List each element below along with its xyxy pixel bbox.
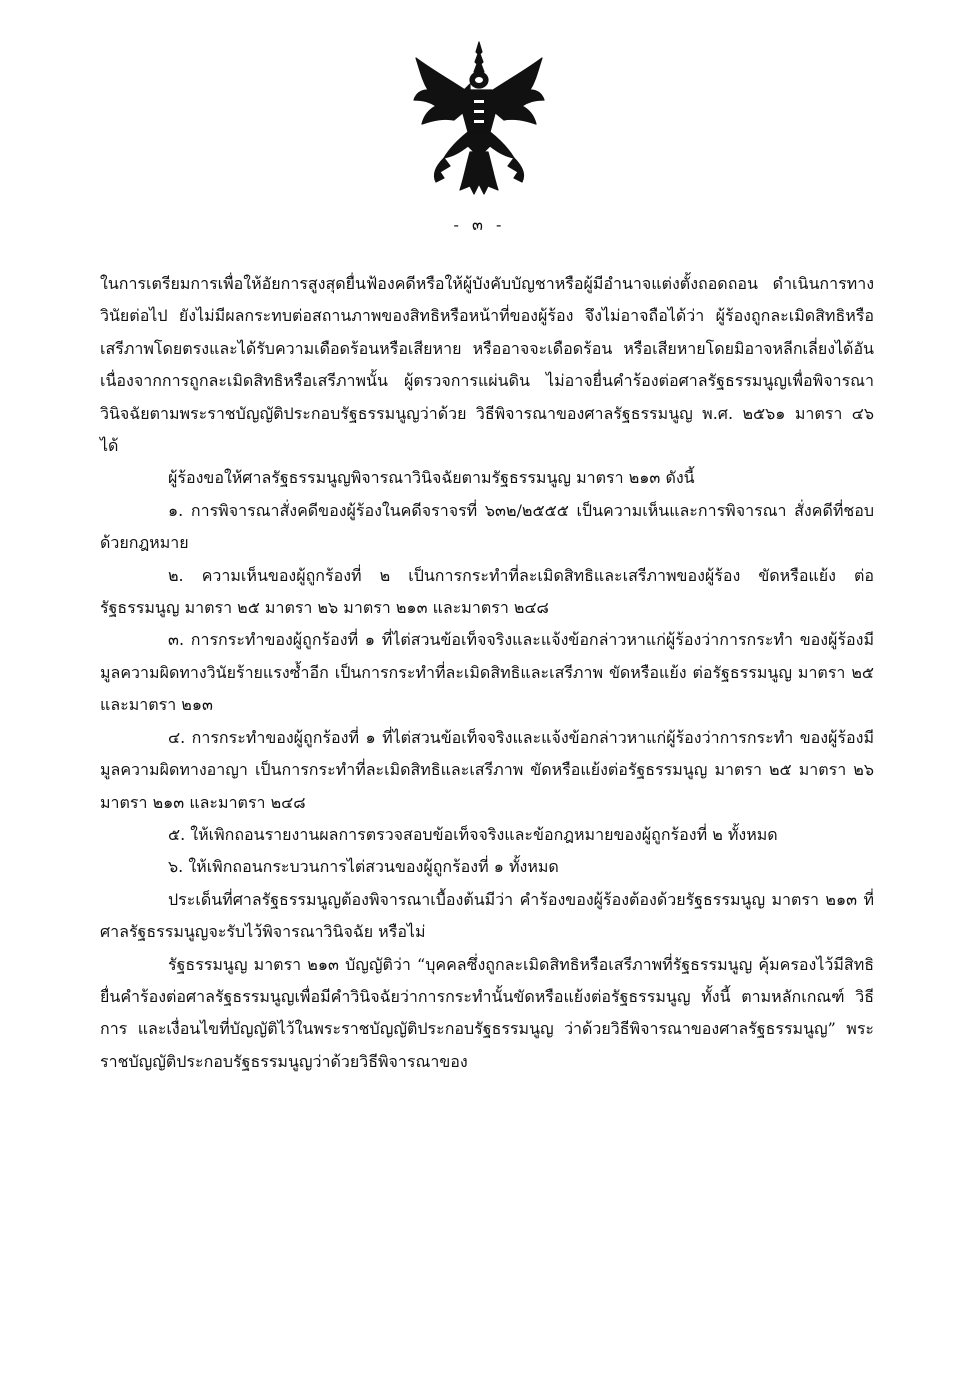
paragraph: ประเด็นที่ศาลรัฐธรรมนูญต้องพิจารณาเบื้องต้นมีว่า คำร้องของผู้ร้องต้องด้วยรัฐธรรมนูญ มาตรา ๒๑๓ ที่ศาลรัฐธรรมนูญจะรับไว้พิจารณาวินิจฉัย หรือไม่ [100,889,874,942]
list-item: ๓. การกระทำของผู้ถูกร้องที่ ๑ ที่ไต่สวนข้อเท็จจริงและแจ้งข้อกล่าวหาแก่ผู้ร้องว่าการกระทำ ของผู้ร้องมีมูลความผิดทางวินัยร้ายแรงซ้ำอีก เป็นการกระทำที่ละเมิดสิทธิและเสรีภาพ ขัดหรือแย้ง ต่อรัฐธรรมนูญ มาตรา ๒๕ และมาตรา ๒๑๓ [100,630,874,715]
list-item: ๔. การกระทำของผู้ถูกร้องที่ ๑ ที่ไต่สวนข้อเท็จจริงและแจ้งข้อกล่าวหาแก่ผู้ร้องว่าการกระทำ ของผู้ร้องมีมูลความผิดทางอาญา เป็นการกระทำที่ละเมิดสิทธิและเสรีภาพ ขัดหรือแย้งต่อรัฐธรรมนูญ มาตรา ๒๕ มาตรา ๒๖ มาตรา ๒๑๓ และมาตรา ๒๔๘ [100,727,874,812]
paragraph: รัฐธรรมนูญ มาตรา ๒๑๓ บัญญัติว่า “บุคคลซึ่งถูกละเมิดสิทธิหรือเสรีภาพที่รัฐธรรมนูญ คุ้มครองไว้มีสิทธิยื่นคำร้องต่อศาลรัฐธรรมนูญเพื่อมีคำวินิจฉัยว่าการกระทำนั้นขัดหรือแย้งต่อรัฐธรรมนูญ ทั้งนี้ ตามหลักเกณฑ์ วิธีการ และเงื่อนไขที่บัญญัติไว้ในพระราชบัญญัติประกอบรัฐธรรมนูญ ว่าด้วยวิธีพิจารณาของศาลรัฐธรรมนูญ” พระราชบัญญัติประกอบรัฐธรรมนูญว่าด้วยวิธีพิจารณาของ [100,954,874,1071]
page-number: - ๓ - [453,215,506,234]
document-body [100,268,874,1078]
list-item: ๖. ให้เพิกถอนกระบวนการไต่สวนของผู้ถูกร้องที่ ๑ ทั้งหมด [168,857,559,877]
list-item: ๒. ความเห็นของผู้ถูกร้องที่ ๒ เป็นการกระทำที่ละเมิดสิทธิและเสรีภาพของผู้ร้อง ขัดหรือแย้ง ต่อรัฐธรรมนูญ มาตรา ๒๕ มาตรา ๒๖ มาตรา ๒๑๓ และมาตรา ๒๔๘ [100,565,874,618]
garuda-emblem-icon [410,40,548,198]
list-item: ๑. การพิจารณาสั่งคดีของผู้ร้องในคดีจราจรที่ ๖๓๒/๒๕๕๕ เป็นความเห็นและการพิจารณา สั่งคดีที่ชอบด้วยกฎหมาย [100,500,874,553]
paragraph: ในการเตรียมการเพื่อให้อัยการสูงสุดยื่นฟ้องคดีหรือให้ผู้บังคับบัญชาหรือผู้มีอำนาจแต่งตั้งถอดถอน ดำเนินการทางวินัยต่อไป ยังไม่มีผลกระทบต่อสถานภาพของสิทธิหรือหน้าที่ของผู้ร้อง จึงไม่อาจถือได้ว่า ผู้ร้องถูกละเมิดสิทธิหรือเสรีภาพโดยตรงและได้รับความเดือดร้อนหรือเสียหาย หรืออาจจะเดือดร้อน หรือเสียหายโดยมิอาจหลีกเลี่ยงได้อันเนื่องจากการถูกละเมิดสิทธิหรือเสรีภาพนั้น ผู้ตรวจการแผ่นดิน ไม่อาจยื่นคำร้องต่อศาลรัฐธรรมนูญเพื่อพิจารณาวินิจฉัยตามพระราชบัญญัติประกอบรัฐธรรมนูญว่าด้วย วิธีพิจารณาของศาลรัฐธรรมนูญ พ.ศ. ๒๕๖๑ มาตรา ๔๖ ได้ [100,274,874,456]
list-item: ๕. ให้เพิกถอนรายงานผลการตรวจสอบข้อเท็จจริงและข้อกฎหมายของผู้ถูกร้องที่ ๒ ทั้งหมด [168,824,778,844]
paragraph: ผู้ร้องขอให้ศาลรัฐธรรมนูญพิจารณาวินิจฉัยตามรัฐธรรมนูญ มาตรา ๒๑๓ ดังนี้ [168,468,695,488]
